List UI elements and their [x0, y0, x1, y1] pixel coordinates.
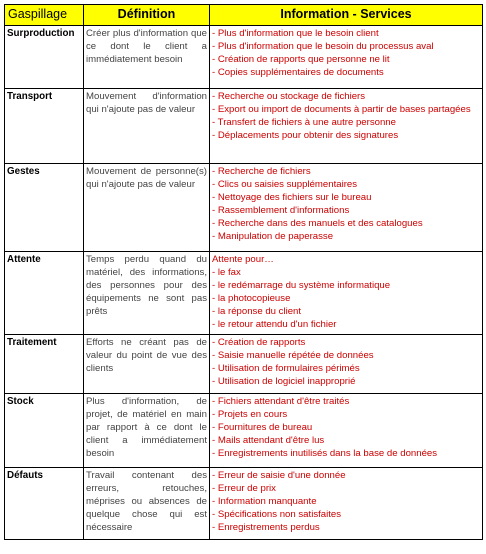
waste-name-cell: Gestes — [5, 164, 84, 252]
table-row — [5, 89, 483, 164]
info-item: - Manipulation de paperasse — [212, 230, 334, 242]
info-cell — [210, 394, 483, 468]
table-row — [5, 26, 483, 89]
info-item: - Mails attendant d'être lus — [212, 434, 325, 446]
table-header — [5, 5, 483, 26]
info-cell — [210, 89, 483, 164]
info-item: - Saisie manuelle répétée de données — [212, 349, 374, 361]
definition-cell: Plus d'information, de projet, de matériel en main par rapport à ce dont le client a immédiatement besoin — [84, 394, 210, 468]
info-item: - Erreur de saisie d'une donnée — [212, 470, 346, 481]
document-page — [4, 4, 483, 540]
info-item: - la réponse du client — [212, 305, 302, 317]
info-item: - Création de rapports — [212, 337, 306, 348]
definition-cell: Créer plus d'information que ce dont le client a immédiatement besoin — [84, 26, 210, 89]
info-item: - le redémarrage du système informatique — [212, 279, 391, 291]
info-cell — [210, 335, 483, 394]
info-cell — [210, 468, 483, 540]
info-item: - Fournitures de bureau — [212, 421, 313, 433]
table-row — [5, 394, 483, 468]
info-cell — [210, 252, 483, 335]
table-row — [5, 468, 483, 540]
info-item: - Transfert de fichiers à une autre personne — [212, 116, 396, 128]
waste-name-cell: Transport — [5, 89, 84, 164]
info-item: - Plus d'information que le besoin du processus aval — [212, 40, 434, 52]
info-item: - Recherche ou stockage de fichiers — [212, 91, 366, 102]
info-item: - le retour attendu d'un fichier — [212, 318, 337, 330]
definition-cell: Mouvement de personne(s) qui n'ajoute pas de valeur — [84, 164, 210, 252]
info-item: - Export ou import de documents à partir de bases partagées — [212, 103, 471, 115]
info-item: - Rassemblement d'informations — [212, 204, 350, 216]
definition-cell: Travail contenant des erreurs, retouches, méprises ou absences de quelque chose qui est nécessaire — [84, 468, 210, 540]
waste-name-cell: Défauts — [5, 468, 84, 540]
info-item: - Fichiers attendant d'être traités — [212, 396, 350, 407]
info-item: - Utilisation de formulaires périmés — [212, 362, 360, 374]
waste-name-cell: Surproduction — [5, 26, 84, 89]
info-item: - Utilisation de logiciel inapproprié — [212, 375, 356, 387]
info-item: - Recherche dans des manuels et des catalogues — [212, 217, 423, 229]
info-item: - Déplacements pour obtenir des signatures — [212, 129, 399, 141]
info-item: - Spécifications non satisfaites — [212, 508, 342, 520]
info-item: - Recherche de fichiers — [212, 166, 311, 177]
waste-table — [4, 4, 483, 540]
info-item: - Nettoyage des fichiers sur le bureau — [212, 191, 372, 203]
header-definition: Définition — [84, 5, 210, 26]
info-cell — [210, 26, 483, 89]
info-item: - Création de rapports que personne ne lit — [212, 53, 390, 65]
table-row — [5, 252, 483, 335]
info-item: Attente pour… — [212, 254, 274, 265]
info-item: - Projets en cours — [212, 408, 288, 420]
header-waste: Gaspillage — [5, 5, 84, 26]
waste-name-cell: Traitement — [5, 335, 84, 394]
info-item: - Erreur de prix — [212, 482, 276, 494]
info-item: - le fax — [212, 266, 241, 278]
waste-name-cell: Attente — [5, 252, 84, 335]
table-row — [5, 164, 483, 252]
info-item: - Copies supplémentaires de documents — [212, 66, 384, 78]
table-body — [5, 26, 483, 540]
info-item: - la photocopieuse — [212, 292, 291, 304]
definition-cell: Efforts ne créant pas de valeur du point de vue des clients — [84, 335, 210, 394]
table-row — [5, 335, 483, 394]
info-item: - Clics ou saisies supplémentaires — [212, 178, 358, 190]
info-item: - Enregistrements inutilisés dans la base de données — [212, 447, 438, 459]
info-item: - Information manquante — [212, 495, 317, 507]
definition-cell: Mouvement d'information qui n'ajoute pas de valeur — [84, 89, 210, 164]
header-row — [5, 5, 483, 26]
info-cell — [210, 164, 483, 252]
waste-name-cell: Stock — [5, 394, 84, 468]
header-information-services: Information - Services — [210, 5, 483, 26]
info-item: - Plus d'information que le besoin client — [212, 28, 379, 39]
definition-cell: Temps perdu quand du matériel, des informations, des personnes pour des équipements ne sont pas prêts — [84, 252, 210, 335]
info-item: - Enregistrements perdus — [212, 521, 320, 533]
